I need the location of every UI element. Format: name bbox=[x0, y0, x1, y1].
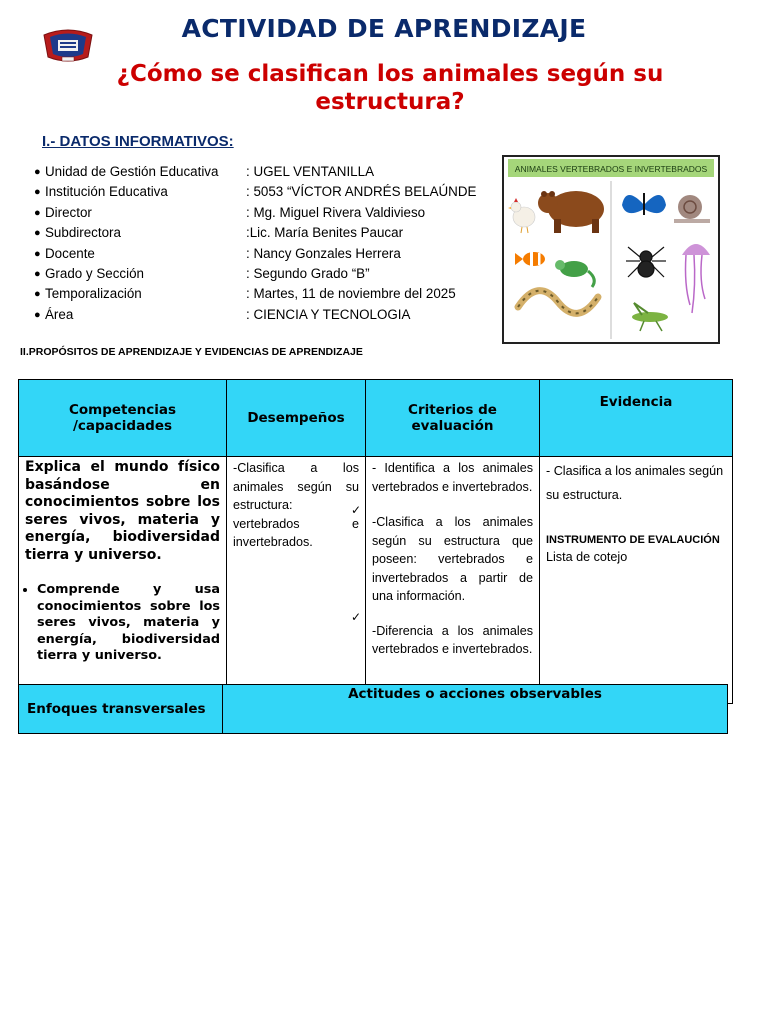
evidencia-text: - Clasifica a los animales según su estructura. bbox=[546, 464, 724, 502]
checkmark-icon: ✓ bbox=[351, 503, 362, 517]
desempeno-text: -Clasifica a los animales según su estructura: vertebrados e invertebrados. bbox=[233, 461, 359, 549]
evidencia-cell bbox=[540, 457, 733, 704]
bullet-icon: ● bbox=[34, 308, 41, 321]
bullet-icon: ● bbox=[34, 247, 41, 260]
criterio-item: -Clasifica a los animales según su estructura que poseen: vertebrados e invertebrados a partir de una información. bbox=[372, 515, 533, 603]
col-header-desempenos: Desempeños bbox=[227, 380, 366, 457]
jellyfish-icon bbox=[682, 244, 710, 313]
col-header-evidencia: Evidencia bbox=[540, 380, 733, 457]
capacidad-item: • Comprende y usa conocimientos sobre los seres vivos, materia y energía, biodiversidad tierra y universo. bbox=[37, 582, 220, 665]
section-propositos-heading: II.PROPÓSITOS DE APRENDIZAJE Y EVIDENCIAS DE APRENDIZAJE bbox=[20, 346, 363, 358]
illustration-caption: ANIMALES VERTEBRADOS E INVERTEBRADOS bbox=[514, 164, 708, 174]
propositos-table bbox=[18, 379, 733, 704]
col-header-criterios: Criterios de evaluación bbox=[366, 380, 540, 457]
chameleon-icon bbox=[555, 260, 594, 287]
criterios-cell bbox=[366, 457, 540, 704]
clownfish-icon bbox=[515, 252, 545, 266]
bullet-icon: ● bbox=[34, 267, 41, 280]
animals-illustration bbox=[502, 155, 720, 344]
bullet-icon: ● bbox=[34, 166, 41, 178]
bear-icon bbox=[538, 191, 604, 233]
competencia-cell bbox=[19, 457, 227, 704]
competencia-text: Explica el mundo físico basándose en conocimientos sobre los seres vivos, materia y energía, biodiversidad tierra y universo. bbox=[25, 459, 220, 563]
grasshopper-icon bbox=[632, 303, 668, 331]
bullet-icon: ● bbox=[34, 186, 41, 199]
instrumento-value: Lista de cotejo bbox=[546, 550, 628, 564]
snail-icon bbox=[674, 195, 710, 221]
instrumento-label: INSTRUMENTO DE EVALAUCIÓN bbox=[546, 534, 720, 546]
criterio-item: -Diferencia a los animales vertebrados e invertebrados. bbox=[372, 623, 533, 656]
col-header-competencias: Competencias /capacidades bbox=[19, 380, 227, 457]
page-title: ACTIVIDAD DE APRENDIZAJE bbox=[181, 14, 587, 43]
actitudes-label: Actitudes o acciones observables bbox=[223, 685, 728, 734]
bullet-icon: ● bbox=[34, 288, 41, 301]
page-subtitle: ¿Cómo se clasifican los animales según su estructura? bbox=[116, 61, 664, 115]
snake-icon bbox=[518, 291, 598, 314]
criterio-item: - Identifica a los animales vertebrados e invertebrados. bbox=[372, 461, 533, 494]
enfoques-label: Enfoques transversales bbox=[19, 685, 223, 734]
butterfly-icon bbox=[622, 193, 666, 215]
bullet-icon: ● bbox=[34, 227, 41, 240]
bullet-icon: ● bbox=[34, 206, 41, 219]
section-datos-heading: I.- DATOS INFORMATIVOS: bbox=[42, 133, 234, 150]
desempeno-cell bbox=[227, 457, 366, 704]
chicken-icon bbox=[508, 198, 535, 233]
enfoques-table bbox=[18, 684, 728, 734]
checkmark-icon: ✓ bbox=[351, 610, 362, 624]
spider-icon bbox=[626, 247, 666, 277]
